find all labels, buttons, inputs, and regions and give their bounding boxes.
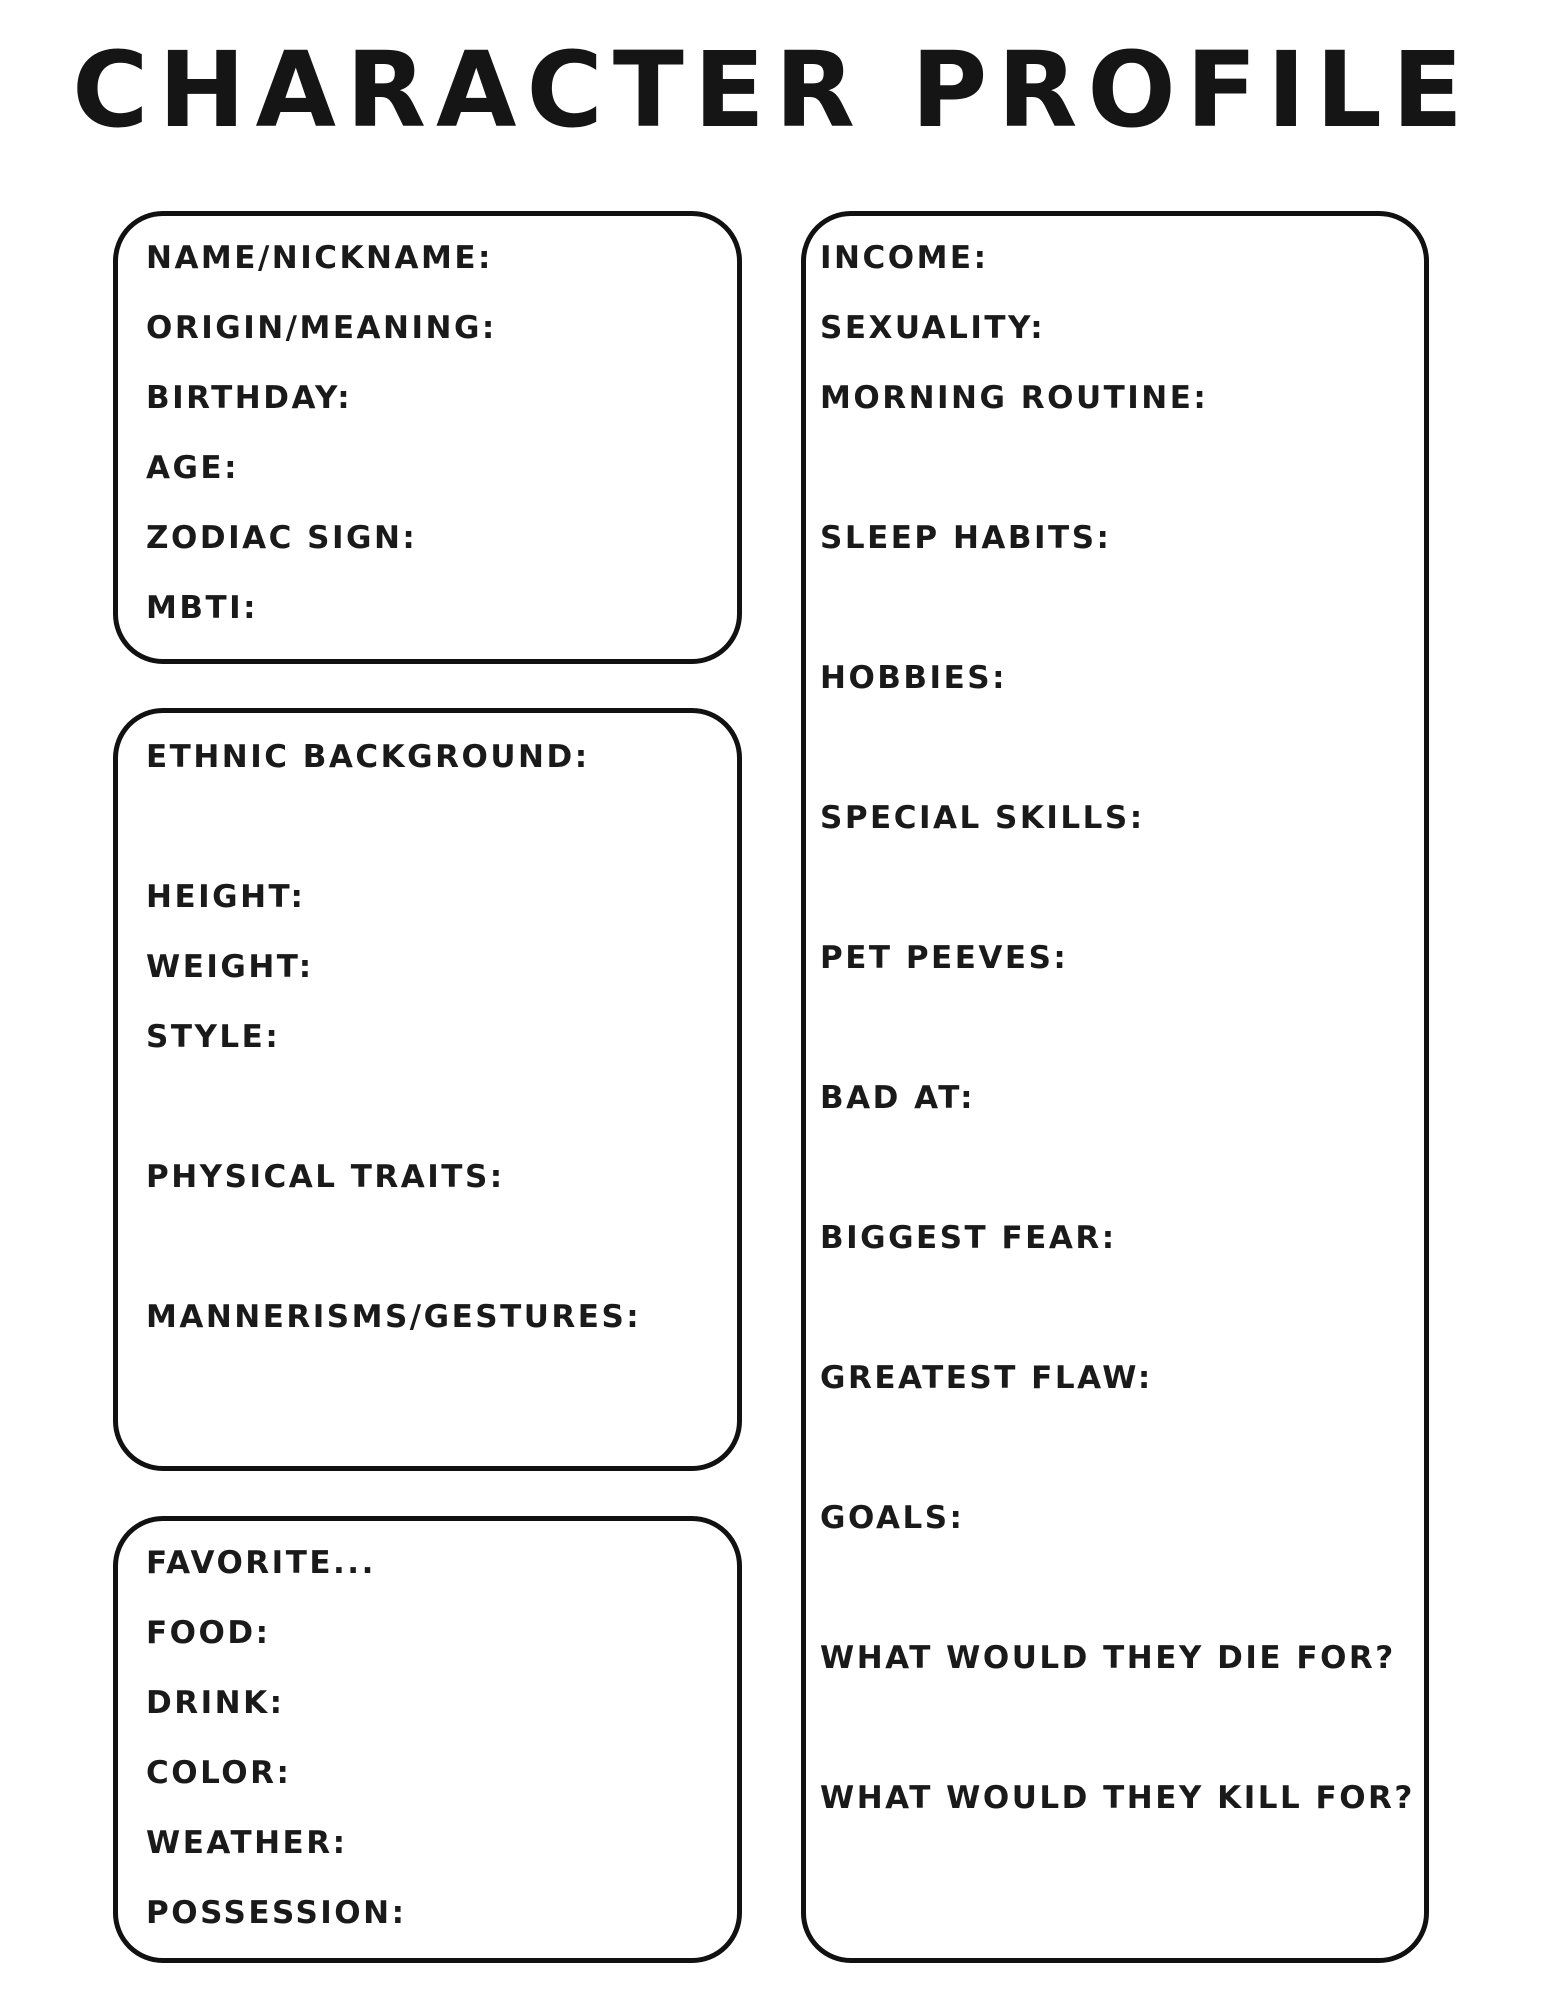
- field-greatest-flaw: GREATEST FLAW:: [820, 1360, 1153, 1396]
- appearance-box: [113, 708, 742, 1471]
- field-zodiac-sign: ZODIAC SIGN:: [146, 520, 418, 556]
- field-morning-routine: MORNING ROUTINE:: [820, 380, 1209, 416]
- field-birthday: BIRTHDAY:: [146, 380, 353, 416]
- field-ethnic-background: ETHNIC BACKGROUND:: [146, 739, 590, 775]
- field-die-for: WHAT WOULD THEY DIE FOR?: [820, 1640, 1396, 1676]
- field-favorite-weather: WEATHER:: [146, 1825, 348, 1861]
- field-pet-peeves: PET PEEVES:: [820, 940, 1069, 976]
- field-physical-traits: PHYSICAL TRAITS:: [146, 1159, 505, 1195]
- field-biggest-fear: BIGGEST FEAR:: [820, 1220, 1117, 1256]
- field-special-skills: SPECIAL SKILLS:: [820, 800, 1145, 836]
- field-favorite-drink: DRINK:: [146, 1685, 285, 1721]
- field-age: AGE:: [146, 450, 240, 486]
- field-weight: WEIGHT:: [146, 949, 314, 985]
- field-style: STYLE:: [146, 1019, 281, 1055]
- field-height: HEIGHT:: [146, 879, 306, 915]
- field-hobbies: HOBBIES:: [820, 660, 1007, 696]
- field-bad-at: BAD AT:: [820, 1080, 976, 1116]
- field-goals: GOALS:: [820, 1500, 965, 1536]
- field-income: INCOME:: [820, 240, 989, 276]
- field-mbti: MBTI:: [146, 590, 259, 626]
- field-name-nickname: NAME/NICKNAME:: [146, 240, 493, 276]
- page-title: CHARACTER PROFILE: [72, 29, 1473, 151]
- favorites-heading: FAVORITE...: [146, 1545, 376, 1581]
- field-favorite-possession: POSSESSION:: [146, 1895, 407, 1931]
- field-kill-for: WHAT WOULD THEY KILL FOR?: [820, 1780, 1415, 1816]
- field-favorite-food: FOOD:: [146, 1615, 271, 1651]
- field-mannerisms-gestures: MANNERISMS/GESTURES:: [146, 1299, 642, 1335]
- field-favorite-color: COLOR:: [146, 1755, 292, 1791]
- field-sexuality: SEXUALITY:: [820, 310, 1046, 346]
- field-sleep-habits: SLEEP HABITS:: [820, 520, 1112, 556]
- field-origin-meaning: ORIGIN/MEANING:: [146, 310, 497, 346]
